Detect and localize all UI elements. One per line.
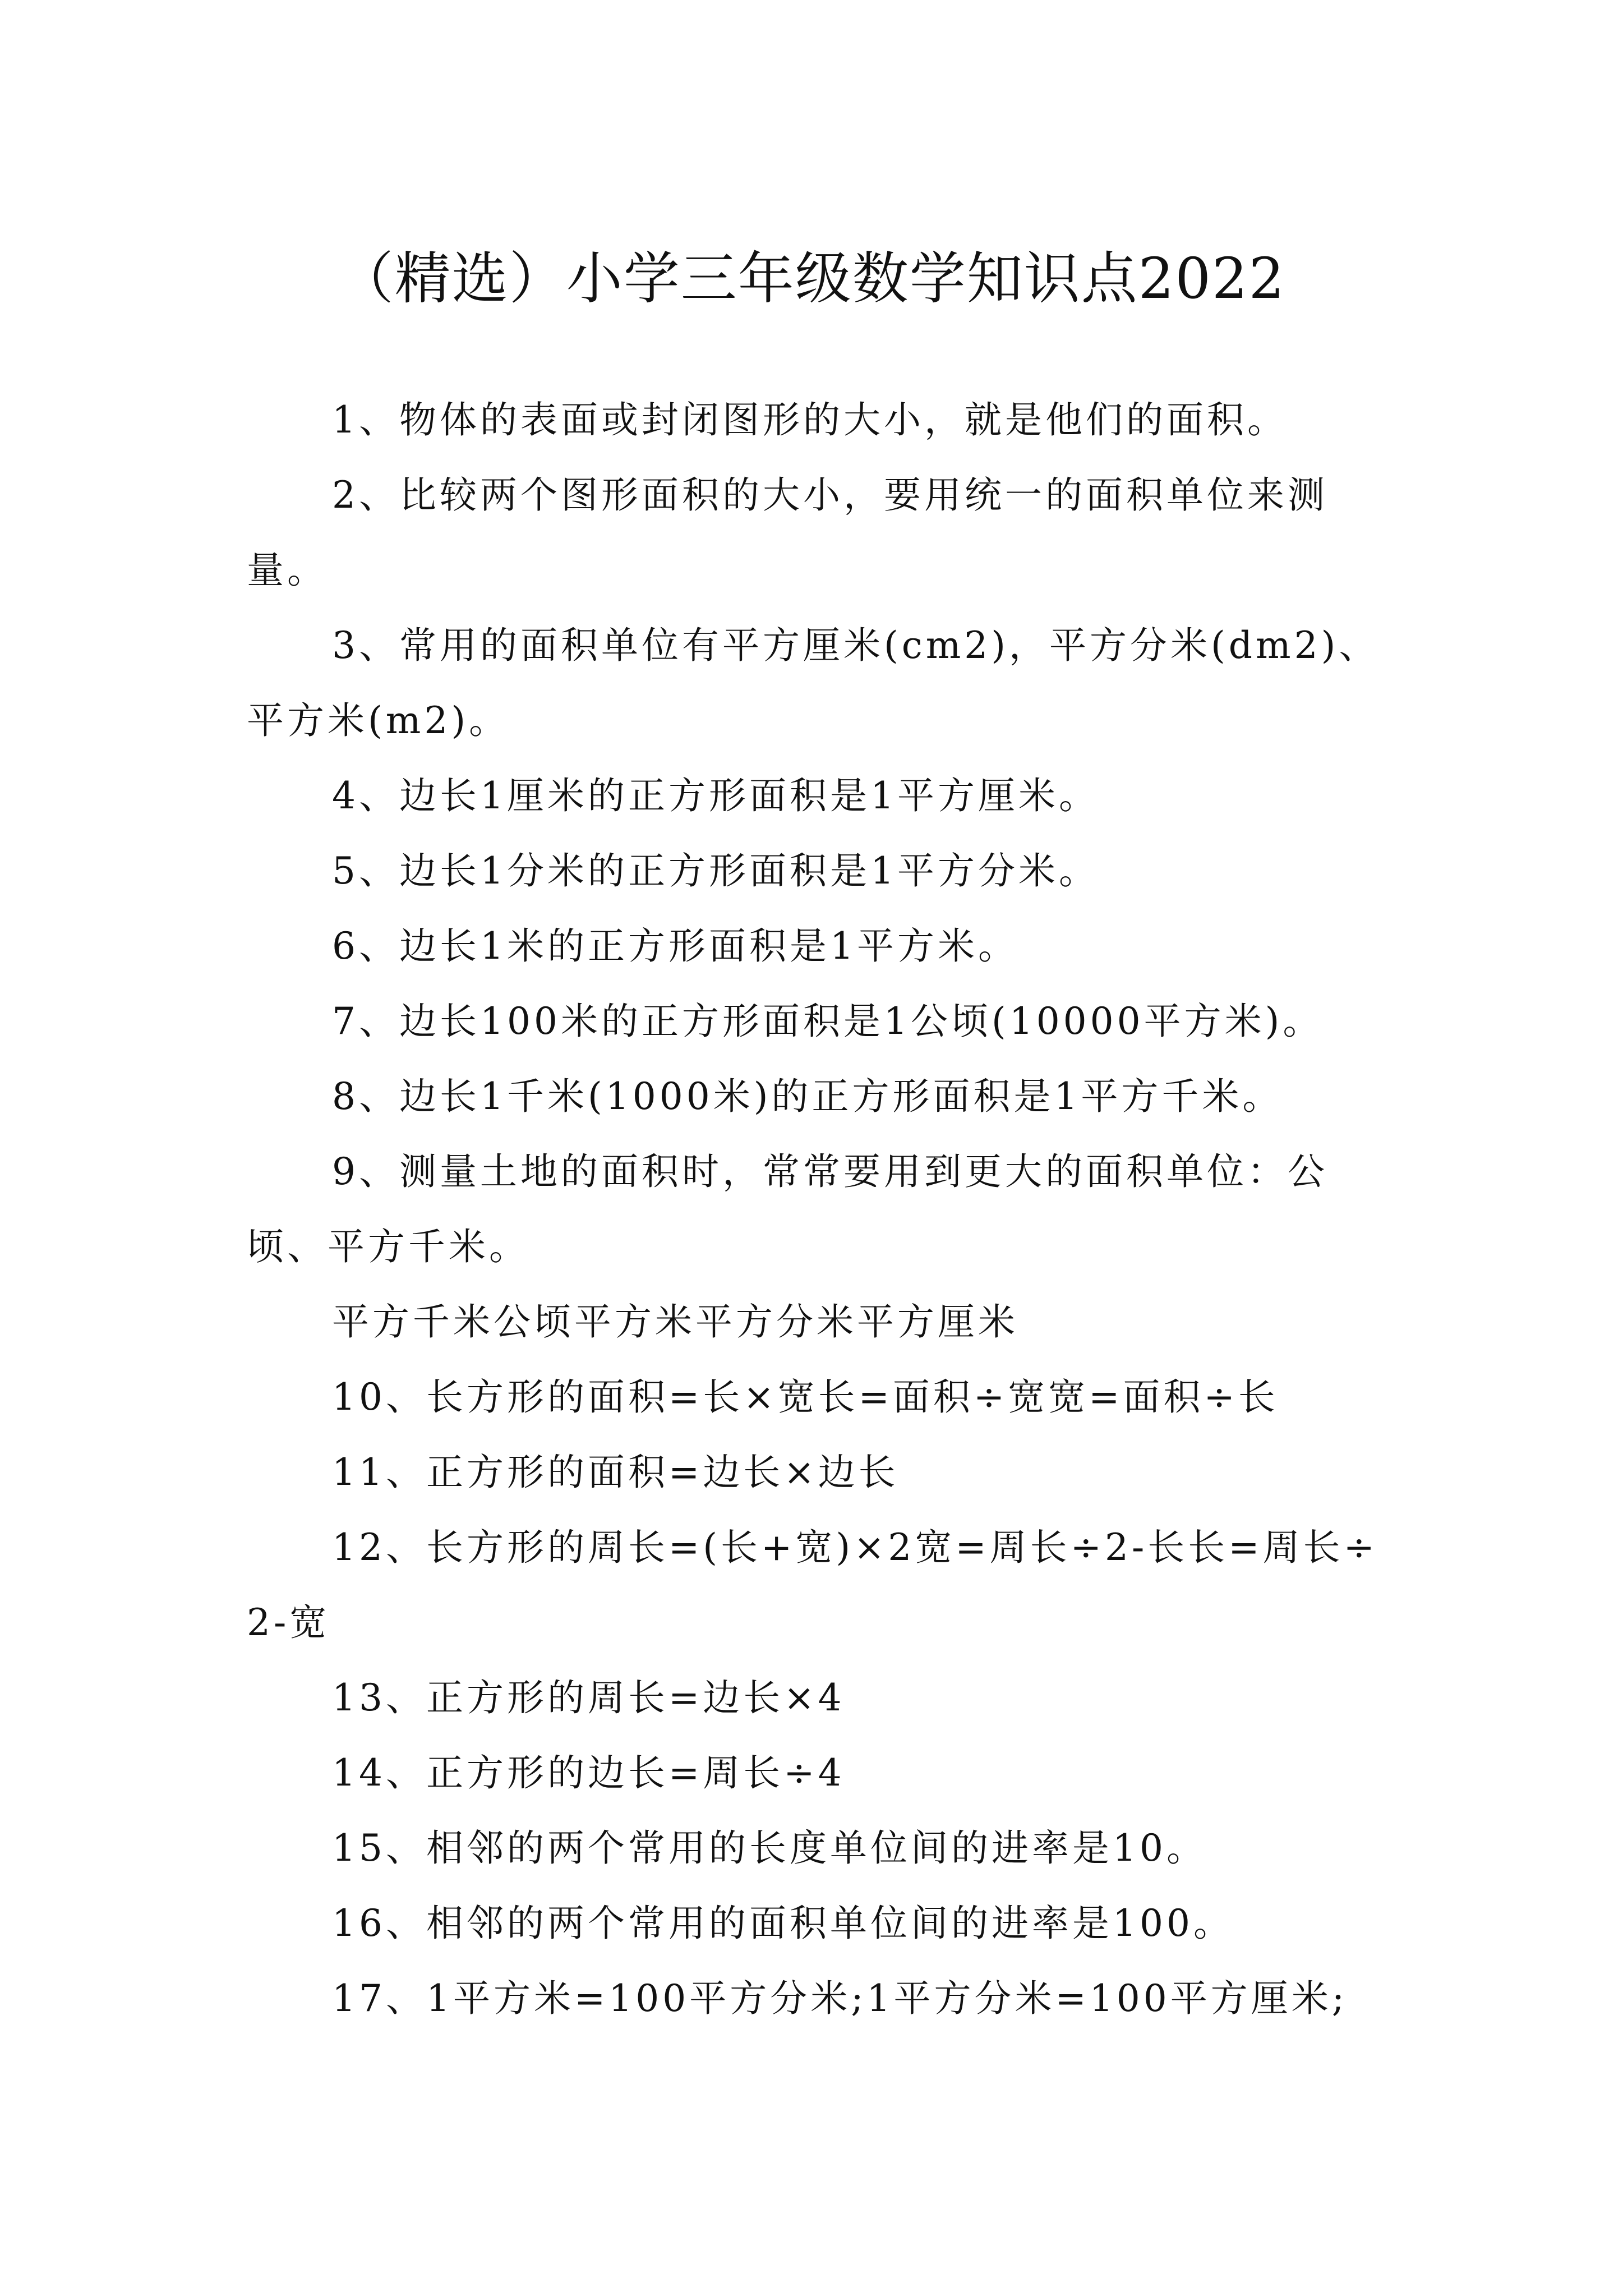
paragraph-4: 4、边长1厘米的正方形面积是1平方厘米。 xyxy=(332,774,1099,817)
paragraph-12: 12、长方形的周长=(长+宽)×2宽=周长÷2-长长=周长÷2-宽 xyxy=(247,1526,1378,1644)
paragraph-7: 7、边长100米的正方形面积是1公顷(10000平方米)。 xyxy=(332,1000,1324,1043)
paragraph-8: 8、边长1千米(1000米)的正方形面积是1平方千米。 xyxy=(332,1075,1283,1118)
paragraph-10: 10、长方形的面积=长×宽长=面积÷宽宽=面积÷长 xyxy=(332,1375,1279,1419)
paragraph-3: 3、常用的面积单位有平方厘米(cm2)，平方分米(dm2)、平方米(m2)。 xyxy=(247,624,1380,742)
paragraph-17: 17、1平方米=100平方分米;1平方分米=100平方厘米; xyxy=(332,1977,1348,2020)
paragraph-11: 11、正方形的面积=边长×边长 xyxy=(332,1451,899,1494)
paragraph-1: 1、物体的表面或封闭图形的大小，就是他们的面积。 xyxy=(332,398,1288,441)
paragraph-9: 9、测量土地的面积时，常常要用到更大的面积单位：公顷、平方千米。 xyxy=(247,1150,1328,1268)
paragraph-5: 5、边长1分米的正方形面积是1平方分米。 xyxy=(332,849,1099,892)
paragraph-2: 2、比较两个图形面积的大小，要用统一的面积单位来测量。 xyxy=(247,473,1328,592)
unit-sequence: 平方千米公顷平方米平方分米平方厘米 xyxy=(332,1300,1018,1343)
document-title: （精选）小学三年级数学知识点2022 xyxy=(337,246,1286,311)
document-body xyxy=(247,383,1391,2036)
paragraph-6: 6、边长1米的正方形面积是1平方米。 xyxy=(332,924,1018,968)
paragraph-14: 14、正方形的边长=周长÷4 xyxy=(332,1751,845,1795)
paragraph-15: 15、相邻的两个常用的长度单位间的进率是10。 xyxy=(332,1826,1207,1870)
paragraph-13: 13、正方形的周长=边长×4 xyxy=(332,1676,845,1719)
paragraph-16: 16、相邻的两个常用的面积单位间的进率是100。 xyxy=(332,1902,1234,1945)
